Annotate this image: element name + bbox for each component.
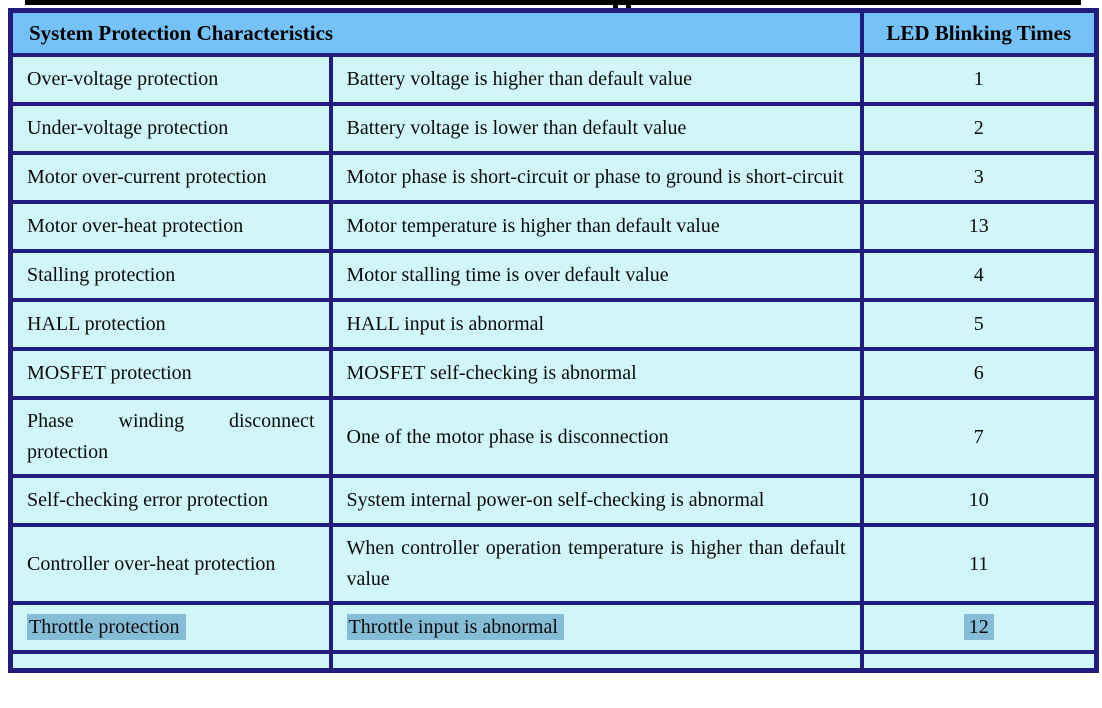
protection-name: Under-voltage protection: [27, 117, 229, 139]
table-row: [11, 603, 1097, 652]
protection-description: One of the motor phase is disconnection: [346, 425, 669, 448]
cropped-heading-bar: [25, 0, 1081, 5]
table-header-row: [11, 11, 1097, 56]
blink-count: 4: [973, 264, 984, 286]
header-system-protection-characteristics: System Protection Characteristics: [11, 11, 862, 56]
blink-count-cell: [862, 104, 1097, 153]
blink-count: 10: [968, 489, 989, 511]
description-cell: [331, 300, 862, 349]
protection-name-cell: [11, 525, 331, 603]
table-row: [11, 349, 1097, 398]
protection-name: Motor over-heat protection: [27, 215, 244, 237]
blink-count-cell: [862, 202, 1097, 251]
protection-name: Over-voltage protection: [27, 68, 219, 90]
cropped-next-row: [11, 652, 1097, 670]
blink-count: 2: [973, 117, 984, 139]
description-cell: [331, 251, 862, 300]
protection-name-cell: [11, 104, 331, 153]
protection-name-cell: [11, 251, 331, 300]
blink-count-cell: [862, 603, 1097, 652]
blink-count-cell: [862, 349, 1097, 398]
description-cell: [331, 202, 862, 251]
description-cell: [331, 349, 862, 398]
protection-name-cell: [11, 153, 331, 202]
protection-table: [8, 8, 1099, 673]
table-row: [11, 476, 1097, 525]
protection-description: Throttle input is abnormal: [347, 614, 564, 640]
blink-count: 13: [968, 215, 989, 237]
protection-name: Phase winding disconnect protection: [27, 410, 315, 463]
protection-name-cell: [11, 300, 331, 349]
table-row: [11, 55, 1097, 104]
protection-name: HALL protection: [27, 313, 166, 335]
blink-count-cell: [862, 476, 1097, 525]
protection-description: Battery voltage is higher than default value: [346, 68, 692, 90]
blink-count: 1: [973, 68, 984, 90]
protection-description: MOSFET self-checking is abnormal: [346, 362, 637, 384]
protection-description: Battery voltage is lower than default value: [346, 117, 687, 139]
protection-name-cell: [11, 202, 331, 251]
protection-name: Stalling protection: [27, 264, 176, 286]
blink-count-cell: [862, 55, 1097, 104]
protection-description: Motor temperature is higher than default value: [346, 215, 720, 237]
blink-count: 3: [973, 166, 984, 188]
description-cell: [331, 603, 862, 652]
table-row: [11, 104, 1097, 153]
blink-count: 11: [969, 552, 989, 575]
cropped-cell: [862, 652, 1097, 670]
cropped-cell: [331, 652, 862, 670]
table-row: [11, 153, 1097, 202]
protection-description: When controller operation temperature is higher than default value: [346, 537, 846, 590]
protection-name: MOSFET protection: [27, 362, 192, 384]
header-led-blinking-times: LED Blinking Times: [862, 11, 1097, 56]
protection-name-cell: [11, 603, 331, 652]
cropped-cell: [11, 652, 331, 670]
protection-name: Controller over-heat protection: [27, 552, 276, 575]
description-cell: [331, 55, 862, 104]
protection-name-cell: [11, 55, 331, 104]
blink-count-cell: [862, 300, 1097, 349]
blink-count-cell: [862, 398, 1097, 476]
protection-name-cell: [11, 398, 331, 476]
blink-count: 12: [964, 614, 994, 640]
protection-name-cell: [11, 349, 331, 398]
blink-count: 5: [973, 313, 984, 335]
table-row: [11, 398, 1097, 476]
description-cell: [331, 476, 862, 525]
blink-count-cell: [862, 153, 1097, 202]
table-body: [11, 55, 1097, 670]
blink-count: 7: [973, 425, 984, 448]
blink-count-cell: [862, 251, 1097, 300]
protection-name: Motor over-current protection: [27, 166, 267, 188]
table-row: [11, 202, 1097, 251]
blink-count-cell: [862, 525, 1097, 603]
table-row: [11, 300, 1097, 349]
protection-name: Throttle protection: [27, 614, 186, 640]
protection-description: Motor stalling time is over default value: [346, 264, 669, 286]
protection-name-cell: [11, 476, 331, 525]
protection-description: System internal power-on self-checking is abnormal: [346, 489, 765, 511]
description-cell: [331, 398, 862, 476]
description-cell: [331, 104, 862, 153]
description-cell: [331, 153, 862, 202]
table-row: [11, 251, 1097, 300]
protection-description: Motor phase is short-circuit or phase to ground is short-circuit: [346, 166, 844, 188]
table-row: [11, 525, 1097, 603]
description-cell: [331, 525, 862, 603]
protection-name: Self-checking error protection: [27, 489, 269, 511]
protection-description: HALL input is abnormal: [346, 313, 545, 335]
blink-count: 6: [973, 362, 984, 384]
